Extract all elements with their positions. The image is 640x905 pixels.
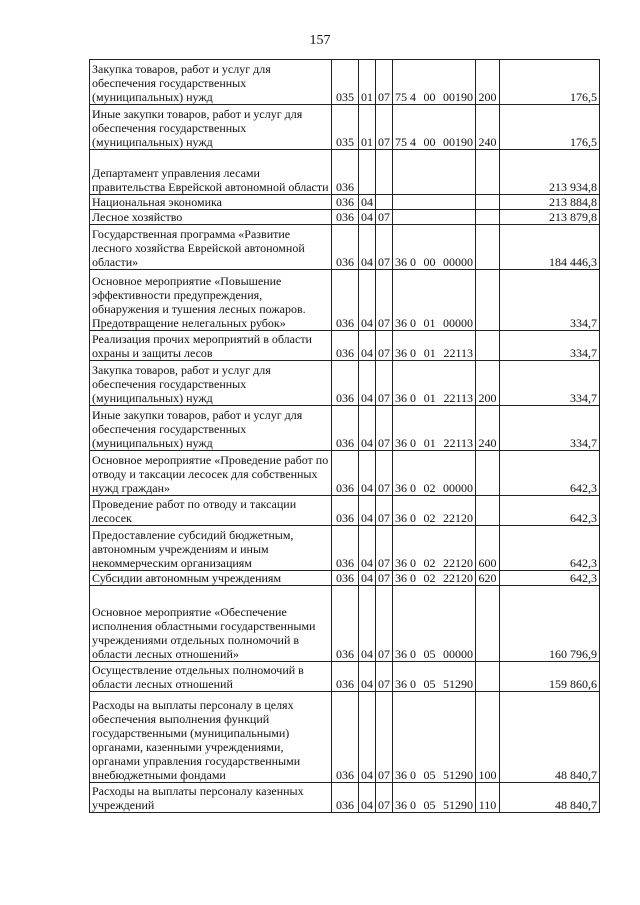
row-sum: 213 884,8 bbox=[500, 195, 600, 210]
table-row bbox=[90, 692, 600, 783]
row-rz: 04 bbox=[359, 526, 376, 571]
row-vr: 110 bbox=[476, 783, 500, 813]
row-cs1: 36 0 bbox=[395, 798, 416, 812]
row-sum: 48 840,7 bbox=[500, 692, 600, 783]
row-cs1: 36 0 bbox=[395, 481, 416, 495]
row-csr bbox=[393, 496, 476, 526]
table-row bbox=[90, 361, 600, 406]
row-rz: 04 bbox=[359, 406, 376, 451]
table-row bbox=[90, 210, 600, 225]
row-csr bbox=[393, 451, 476, 496]
row-csr bbox=[393, 105, 476, 150]
row-csr bbox=[393, 783, 476, 813]
row-sum: 213 879,8 bbox=[500, 210, 600, 225]
row-cs1: 36 0 bbox=[395, 571, 416, 585]
row-rz: 04 bbox=[359, 692, 376, 783]
table-row bbox=[90, 526, 600, 571]
row-name: Закупка товаров, работ и услуг для обеспечения государственных (муниципальных) нужд bbox=[90, 60, 332, 105]
table-row bbox=[90, 406, 600, 451]
row-rz: 04 bbox=[359, 270, 376, 331]
row-rz: 04 bbox=[359, 571, 376, 586]
table-row bbox=[90, 105, 600, 150]
row-csr bbox=[393, 571, 476, 586]
row-csr bbox=[393, 692, 476, 783]
row-name: Иные закупки товаров, работ и услуг для обеспечения государственных (муниципальных) нужд bbox=[90, 406, 332, 451]
row-name: Расходы на выплаты персоналу казенных учреждений bbox=[90, 783, 332, 813]
row-pr: 07 bbox=[376, 586, 393, 662]
row-csr bbox=[393, 270, 476, 331]
row-vr bbox=[476, 225, 500, 270]
row-cs3: 51290 bbox=[443, 798, 473, 812]
row-cs2: 02 bbox=[423, 556, 436, 570]
row-name: Департамент управления лесами правительства Еврейской автономной области bbox=[90, 150, 332, 195]
row-cs1: 75 4 bbox=[395, 135, 416, 149]
table-row bbox=[90, 571, 600, 586]
row-sum: 176,5 bbox=[500, 60, 600, 105]
row-cs2: 02 bbox=[423, 481, 436, 495]
row-cs1: 36 0 bbox=[395, 647, 416, 661]
row-cs3: 00190 bbox=[443, 90, 473, 104]
row-rz: 04 bbox=[359, 195, 376, 210]
row-vr: 240 bbox=[476, 105, 500, 150]
row-cs1: 36 0 bbox=[395, 677, 416, 691]
row-name: Государственная программа «Развитие лесного хозяйства Еврейской автономной области» bbox=[90, 225, 332, 270]
row-cs3: 22113 bbox=[443, 391, 473, 405]
row-name: Осуществление отдельных полномочий в области лесных отношений bbox=[90, 662, 332, 692]
row-sum: 334,7 bbox=[500, 361, 600, 406]
row-name: Субсидии автономным учреждениям bbox=[90, 571, 332, 586]
row-cs3: 22120 bbox=[443, 556, 473, 570]
row-vr: 200 bbox=[476, 361, 500, 406]
row-vr: 200 bbox=[476, 60, 500, 105]
row-name: Предоставление субсидий бюджетным, автономным учреждениям и иным некоммерческим организациям bbox=[90, 526, 332, 571]
row-cs1: 36 0 bbox=[395, 511, 416, 525]
row-pr: 07 bbox=[376, 526, 393, 571]
row-csr bbox=[393, 361, 476, 406]
row-csr bbox=[393, 331, 476, 361]
row-cs2: 05 bbox=[423, 768, 436, 782]
row-grbs: 036 bbox=[332, 692, 359, 783]
row-cs2: 00 bbox=[423, 90, 436, 104]
budget-table bbox=[89, 59, 600, 813]
row-cs2: 01 bbox=[423, 346, 436, 360]
row-vr: 240 bbox=[476, 406, 500, 451]
table-row bbox=[90, 451, 600, 496]
row-vr bbox=[476, 195, 500, 210]
row-cs1: 75 4 bbox=[395, 90, 416, 104]
row-rz: 04 bbox=[359, 225, 376, 270]
row-grbs: 036 bbox=[332, 406, 359, 451]
row-rz: 04 bbox=[359, 331, 376, 361]
row-sum: 642,3 bbox=[500, 526, 600, 571]
row-cs2: 01 bbox=[423, 316, 436, 330]
row-rz: 04 bbox=[359, 451, 376, 496]
row-grbs: 035 bbox=[332, 105, 359, 150]
row-grbs: 036 bbox=[332, 496, 359, 526]
row-vr bbox=[476, 662, 500, 692]
row-name: Реализация прочих мероприятий в области охраны и защиты лесов bbox=[90, 331, 332, 361]
row-pr: 07 bbox=[376, 406, 393, 451]
row-name: Основное мероприятие «Обеспечение исполнения областными государственными учреждениями отдельных полномочий в области лесных отношений» bbox=[90, 586, 332, 662]
row-cs2: 05 bbox=[423, 798, 436, 812]
row-csr bbox=[393, 586, 476, 662]
row-cs2: 02 bbox=[423, 511, 436, 525]
row-cs2: 02 bbox=[423, 571, 436, 585]
row-grbs: 036 bbox=[332, 150, 359, 195]
row-sum: 160 796,9 bbox=[500, 586, 600, 662]
table-row bbox=[90, 496, 600, 526]
row-vr bbox=[476, 586, 500, 662]
table-row bbox=[90, 60, 600, 105]
row-cs3: 22120 bbox=[443, 571, 473, 585]
row-rz bbox=[359, 150, 376, 195]
row-pr: 07 bbox=[376, 105, 393, 150]
row-cs1: 36 0 bbox=[395, 391, 416, 405]
row-csr bbox=[393, 406, 476, 451]
row-cs3: 22120 bbox=[443, 511, 473, 525]
row-pr: 07 bbox=[376, 361, 393, 406]
row-grbs: 036 bbox=[332, 783, 359, 813]
row-cs3: 00000 bbox=[443, 481, 473, 495]
row-vr bbox=[476, 496, 500, 526]
row-grbs: 035 bbox=[332, 60, 359, 105]
table-row bbox=[90, 270, 600, 331]
row-name: Расходы на выплаты персоналу в целях обеспечения выполнения функций государственными (муниципальными) органами, казенными учреждениями, органами управления государственными внебюджетными фондами bbox=[90, 692, 332, 783]
row-cs3: 51290 bbox=[443, 677, 473, 691]
table-row bbox=[90, 331, 600, 361]
row-cs1: 36 0 bbox=[395, 346, 416, 360]
row-vr bbox=[476, 331, 500, 361]
row-cs2: 00 bbox=[423, 135, 436, 149]
row-vr: 600 bbox=[476, 526, 500, 571]
row-vr bbox=[476, 270, 500, 331]
row-cs3: 00000 bbox=[443, 647, 473, 661]
row-sum: 334,7 bbox=[500, 331, 600, 361]
row-name: Основное мероприятие «Проведение работ по отводу и таксации лесосек для собственных нужд граждан» bbox=[90, 451, 332, 496]
row-grbs: 036 bbox=[332, 210, 359, 225]
row-grbs: 036 bbox=[332, 586, 359, 662]
row-cs1: 36 0 bbox=[395, 316, 416, 330]
row-cs2: 01 bbox=[423, 436, 436, 450]
row-grbs: 036 bbox=[332, 225, 359, 270]
row-csr bbox=[393, 210, 476, 225]
row-pr: 07 bbox=[376, 331, 393, 361]
row-name: Проведение работ по отводу и таксации лесосек bbox=[90, 496, 332, 526]
row-pr: 07 bbox=[376, 571, 393, 586]
row-cs1: 36 0 bbox=[395, 255, 416, 269]
row-sum: 184 446,3 bbox=[500, 225, 600, 270]
row-grbs: 036 bbox=[332, 195, 359, 210]
row-cs2: 01 bbox=[423, 391, 436, 405]
row-grbs: 036 bbox=[332, 270, 359, 331]
row-pr: 07 bbox=[376, 210, 393, 225]
row-grbs: 036 bbox=[332, 526, 359, 571]
table-row bbox=[90, 195, 600, 210]
row-vr: 100 bbox=[476, 692, 500, 783]
row-cs2: 05 bbox=[423, 647, 436, 661]
row-vr bbox=[476, 210, 500, 225]
row-name: Закупка товаров, работ и услуг для обеспечения государственных (муниципальных) нужд bbox=[90, 361, 332, 406]
row-cs1: 36 0 bbox=[395, 556, 416, 570]
row-sum: 48 840,7 bbox=[500, 783, 600, 813]
row-csr bbox=[393, 150, 476, 195]
row-sum: 642,3 bbox=[500, 571, 600, 586]
row-name: Лесное хозяйство bbox=[90, 210, 332, 225]
row-pr: 07 bbox=[376, 783, 393, 813]
row-rz: 04 bbox=[359, 586, 376, 662]
row-rz: 04 bbox=[359, 662, 376, 692]
row-grbs: 036 bbox=[332, 451, 359, 496]
row-cs1: 36 0 bbox=[395, 768, 416, 782]
row-grbs: 036 bbox=[332, 571, 359, 586]
row-cs3: 00000 bbox=[443, 255, 473, 269]
row-csr bbox=[393, 60, 476, 105]
row-rz: 04 bbox=[359, 361, 376, 406]
row-pr: 07 bbox=[376, 225, 393, 270]
row-vr bbox=[476, 451, 500, 496]
row-grbs: 036 bbox=[332, 361, 359, 406]
row-csr bbox=[393, 662, 476, 692]
row-cs2: 00 bbox=[423, 255, 436, 269]
row-name: Иные закупки товаров, работ и услуг для обеспечения государственных (муниципальных) нужд bbox=[90, 105, 332, 150]
row-csr bbox=[393, 526, 476, 571]
row-pr: 07 bbox=[376, 270, 393, 331]
row-sum: 642,3 bbox=[500, 496, 600, 526]
row-sum: 176,5 bbox=[500, 105, 600, 150]
row-grbs: 036 bbox=[332, 331, 359, 361]
row-rz: 01 bbox=[359, 105, 376, 150]
row-rz: 04 bbox=[359, 210, 376, 225]
table-row bbox=[90, 586, 600, 662]
row-sum: 334,7 bbox=[500, 270, 600, 331]
row-sum: 334,7 bbox=[500, 406, 600, 451]
row-vr: 620 bbox=[476, 571, 500, 586]
row-pr bbox=[376, 150, 393, 195]
row-cs3: 51290 bbox=[443, 768, 473, 782]
table-row bbox=[90, 150, 600, 195]
row-cs3: 00000 bbox=[443, 316, 473, 330]
row-pr: 07 bbox=[376, 451, 393, 496]
row-rz: 04 bbox=[359, 496, 376, 526]
row-csr bbox=[393, 195, 476, 210]
row-pr: 07 bbox=[376, 496, 393, 526]
row-sum: 159 860,6 bbox=[500, 662, 600, 692]
row-pr: 07 bbox=[376, 692, 393, 783]
row-rz: 04 bbox=[359, 783, 376, 813]
row-cs3: 22113 bbox=[443, 346, 473, 360]
table-row bbox=[90, 783, 600, 813]
row-name: Национальная экономика bbox=[90, 195, 332, 210]
row-sum: 642,3 bbox=[500, 451, 600, 496]
row-sum: 213 934,8 bbox=[500, 150, 600, 195]
row-cs1: 36 0 bbox=[395, 436, 416, 450]
table-row bbox=[90, 225, 600, 270]
table-row bbox=[90, 662, 600, 692]
row-cs3: 00190 bbox=[443, 135, 473, 149]
row-pr: 07 bbox=[376, 662, 393, 692]
row-pr: 07 bbox=[376, 60, 393, 105]
row-name: Основное мероприятие «Повышение эффективности предупреждения, обнаружения и тушения лесных пожаров. Предотвращение нелегальных рубок» bbox=[90, 270, 332, 331]
row-csr bbox=[393, 225, 476, 270]
row-cs2: 05 bbox=[423, 677, 436, 691]
row-grbs: 036 bbox=[332, 662, 359, 692]
row-rz: 01 bbox=[359, 60, 376, 105]
page-number: 157 bbox=[309, 33, 331, 48]
row-vr bbox=[476, 150, 500, 195]
row-pr bbox=[376, 195, 393, 210]
row-cs3: 22113 bbox=[443, 436, 473, 450]
